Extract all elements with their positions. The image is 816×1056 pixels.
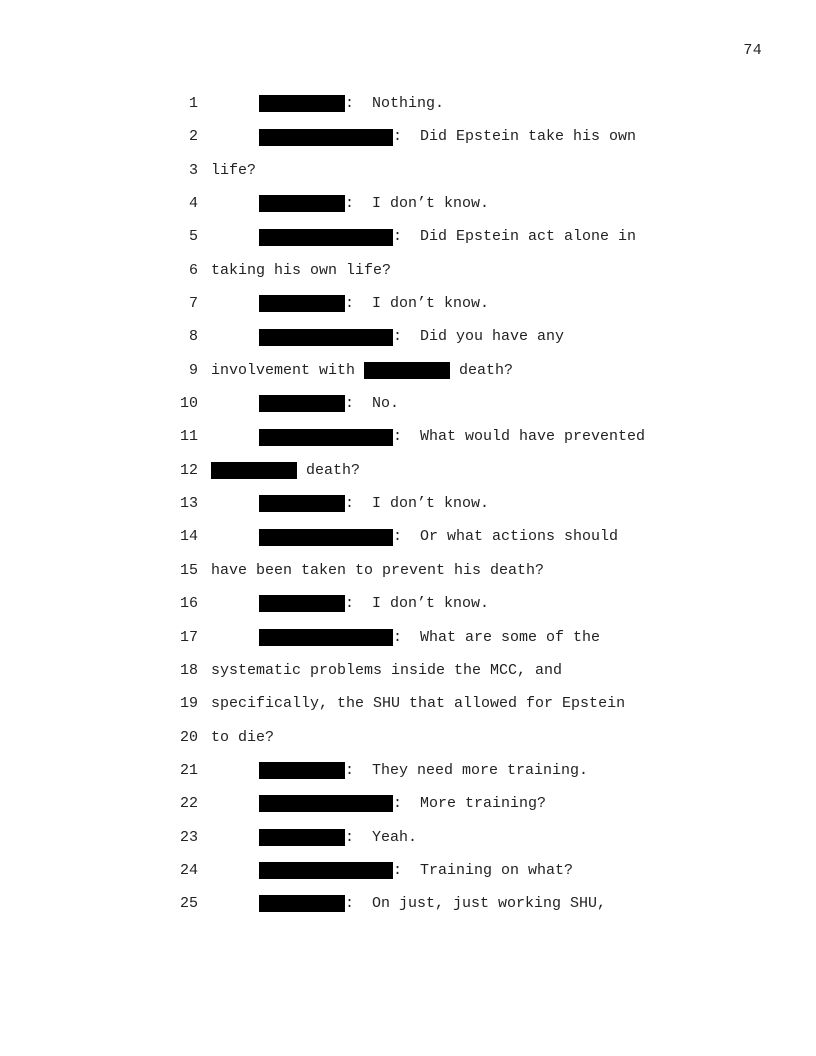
text-after-redaction: death? bbox=[459, 361, 514, 379]
transcript-line bbox=[0, 320, 816, 353]
line-number: 24 bbox=[179, 861, 198, 879]
speaker-text: : Or what actions should bbox=[393, 528, 619, 546]
line-text bbox=[211, 287, 489, 320]
transcript-line bbox=[0, 654, 816, 687]
redaction-box bbox=[259, 95, 345, 112]
transcript-line bbox=[0, 687, 816, 720]
redaction-box bbox=[259, 795, 393, 812]
transcript-line bbox=[0, 254, 816, 287]
line-text bbox=[211, 621, 600, 654]
line-number: 20 bbox=[179, 728, 198, 746]
line-number: 8 bbox=[188, 328, 198, 346]
line-number: 15 bbox=[179, 561, 198, 579]
speaker-text: : More training? bbox=[393, 795, 547, 813]
redaction-box bbox=[259, 229, 393, 246]
line-text bbox=[211, 87, 444, 120]
speaker-text: : No. bbox=[345, 395, 400, 413]
line-number: 14 bbox=[179, 528, 198, 546]
line-number: 3 bbox=[188, 161, 198, 179]
redaction-box bbox=[259, 129, 393, 146]
line-text bbox=[211, 154, 256, 187]
text-before-redaction: involvement with bbox=[211, 361, 356, 379]
speaker-text: : Did Epstein take his own bbox=[393, 128, 637, 146]
speaker-text: : I don’t know. bbox=[345, 295, 490, 313]
redaction-box bbox=[259, 495, 345, 512]
transcript-line bbox=[0, 887, 816, 920]
transcript-line bbox=[0, 454, 816, 487]
line-text bbox=[211, 554, 544, 587]
line-text bbox=[211, 587, 489, 620]
line-number: 16 bbox=[179, 595, 198, 613]
line-number: 19 bbox=[179, 695, 198, 713]
line-text bbox=[211, 887, 606, 920]
transcript-line bbox=[0, 87, 816, 120]
speaker-text: : I don’t know. bbox=[345, 595, 490, 613]
speaker-text: : I don’t know. bbox=[345, 195, 490, 213]
line-text bbox=[211, 254, 391, 287]
redaction-box bbox=[364, 362, 450, 379]
transcript-line bbox=[0, 387, 816, 420]
redaction-box bbox=[259, 829, 345, 846]
speaker-text: : Yeah. bbox=[345, 828, 418, 846]
redaction-box bbox=[259, 629, 393, 646]
line-text bbox=[211, 220, 636, 253]
redaction-box bbox=[259, 429, 393, 446]
line-text bbox=[211, 721, 274, 754]
line-text bbox=[211, 654, 562, 687]
transcript-line bbox=[0, 520, 816, 553]
line-number: 9 bbox=[188, 361, 198, 379]
line-number: 22 bbox=[179, 795, 198, 813]
text-after-redaction: death? bbox=[306, 461, 361, 479]
speaker-text: : Training on what? bbox=[393, 861, 574, 879]
line-text bbox=[211, 120, 636, 153]
line-number: 18 bbox=[179, 661, 198, 679]
transcript-line bbox=[0, 821, 816, 854]
redaction-box bbox=[211, 462, 297, 479]
redaction-box bbox=[259, 762, 345, 779]
speaker-text: : What are some of the bbox=[393, 628, 601, 646]
line-text bbox=[211, 320, 564, 353]
transcript-line bbox=[0, 220, 816, 253]
redaction-box bbox=[259, 529, 393, 546]
line-number: 1 bbox=[188, 95, 198, 112]
redaction-box bbox=[259, 895, 345, 912]
line-number: 4 bbox=[188, 195, 198, 213]
line-text bbox=[211, 420, 645, 453]
transcript-line bbox=[0, 420, 816, 453]
line-text bbox=[211, 754, 588, 787]
line-number: 12 bbox=[179, 461, 198, 479]
redaction-box bbox=[259, 329, 393, 346]
line-number: 25 bbox=[179, 895, 198, 913]
line-number: 17 bbox=[179, 628, 198, 646]
transcript-line bbox=[0, 120, 816, 153]
continuation-text: to die? bbox=[211, 728, 275, 746]
continuation-text: taking his own life? bbox=[211, 261, 392, 279]
transcript-line bbox=[0, 354, 816, 387]
transcript-line bbox=[0, 854, 816, 887]
line-number: 11 bbox=[179, 428, 198, 446]
line-text bbox=[211, 520, 618, 553]
line-text bbox=[211, 354, 513, 387]
transcript-body bbox=[0, 87, 816, 921]
line-number: 2 bbox=[188, 128, 198, 146]
transcript-line bbox=[0, 487, 816, 520]
transcript-line bbox=[0, 621, 816, 654]
continuation-text: specifically, the SHU that allowed for Epstein bbox=[211, 695, 626, 713]
speaker-text: : Did Epstein act alone in bbox=[393, 228, 637, 246]
line-text bbox=[211, 454, 360, 487]
transcript-line bbox=[0, 287, 816, 320]
redaction-box bbox=[259, 295, 345, 312]
speaker-text: : What would have prevented bbox=[393, 428, 646, 446]
line-text bbox=[211, 787, 546, 820]
speaker-text: : On just, just working SHU, bbox=[345, 895, 607, 913]
transcript-line bbox=[0, 154, 816, 187]
transcript-line bbox=[0, 187, 816, 220]
speaker-text: : I don’t know. bbox=[345, 495, 490, 513]
continuation-text: have been taken to prevent his death? bbox=[211, 561, 545, 579]
line-number: 21 bbox=[179, 761, 198, 779]
transcript-line bbox=[0, 554, 816, 587]
transcript-line bbox=[0, 787, 816, 820]
redaction-box bbox=[259, 595, 345, 612]
transcript-line bbox=[0, 754, 816, 787]
line-text bbox=[211, 187, 489, 220]
line-text bbox=[211, 687, 625, 720]
transcript-line bbox=[0, 587, 816, 620]
continuation-text: systematic problems inside the MCC, and bbox=[211, 661, 563, 679]
line-number: 23 bbox=[179, 828, 198, 846]
transcript-line bbox=[0, 721, 816, 754]
line-number: 5 bbox=[188, 228, 198, 246]
line-number: 10 bbox=[179, 395, 198, 413]
redaction-box bbox=[259, 862, 393, 879]
redaction-box bbox=[259, 395, 345, 412]
line-number: 13 bbox=[179, 495, 198, 513]
line-text bbox=[211, 387, 399, 420]
redaction-box bbox=[259, 195, 345, 212]
line-text bbox=[211, 487, 489, 520]
continuation-text: life? bbox=[211, 161, 257, 179]
speaker-text: : They need more training. bbox=[345, 761, 589, 779]
speaker-text: : Did you have any bbox=[393, 328, 565, 346]
line-text bbox=[211, 854, 573, 887]
line-number: 7 bbox=[188, 295, 198, 313]
line-text bbox=[211, 821, 417, 854]
line-number: 6 bbox=[188, 261, 198, 279]
speaker-text: : Nothing. bbox=[345, 95, 445, 112]
page-number: 74 bbox=[743, 42, 762, 59]
